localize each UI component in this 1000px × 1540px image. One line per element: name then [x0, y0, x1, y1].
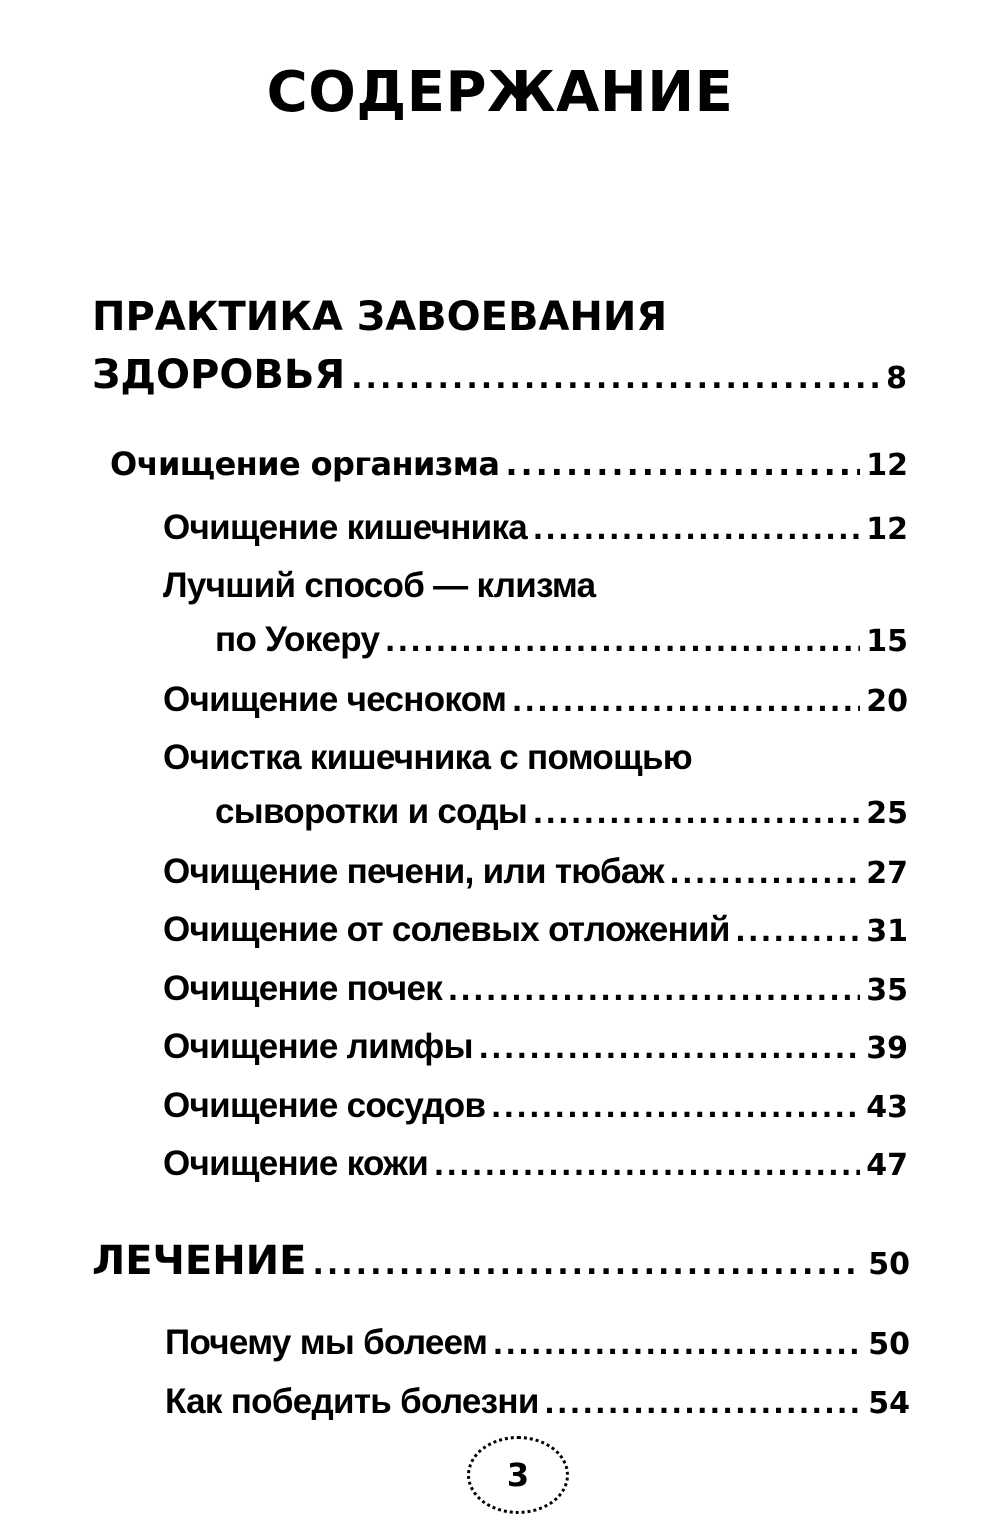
page-title: СОДЕРЖАНИЕ	[266, 60, 734, 125]
toc-entry[interactable]	[163, 966, 908, 1014]
toc-entry-title: Очищение почек	[163, 969, 443, 1008]
toc-page-number: 12	[866, 448, 908, 483]
toc-page-number: 39	[866, 1031, 908, 1066]
toc-entry[interactable]	[165, 1379, 910, 1427]
toc-page-number: 50	[868, 1247, 910, 1282]
toc-entry-title: Очищение сосудов	[163, 1086, 486, 1125]
dot-leader	[512, 677, 860, 723]
toc-entry-title: Очищение от солевых отложений	[163, 910, 730, 949]
dot-leader	[351, 354, 880, 404]
toc-entry[interactable]	[163, 1141, 908, 1189]
toc-entry-title: Очищение кишечника	[163, 508, 528, 547]
page-number-badge	[467, 1436, 567, 1512]
toc-entry-title-line: Лучший способ — клизма	[163, 566, 596, 605]
toc-entry-title: Очищение кожи	[163, 1144, 429, 1183]
toc-page-number: 54	[868, 1386, 910, 1421]
section-title-line: ПРАКТИКА ЗАВОЕВАНИЯ	[92, 294, 668, 340]
page-number: 3	[506, 1456, 530, 1494]
toc-entry-title: ЗДОРОВЬЯ	[92, 352, 346, 398]
dot-leader	[312, 1240, 862, 1290]
toc-entry-subsection[interactable]	[110, 442, 908, 488]
toc-page-number: 31	[866, 914, 908, 949]
dot-leader	[385, 617, 860, 663]
dot-leader	[545, 1379, 863, 1425]
toc-page-number: 43	[866, 1090, 908, 1125]
toc-entry[interactable]	[215, 617, 908, 665]
dot-leader	[493, 1320, 862, 1366]
toc-page-number: 25	[866, 796, 908, 831]
toc-entry[interactable]	[163, 505, 908, 553]
dot-leader	[670, 849, 860, 895]
toc-entry-title-line: Очистка кишечника с помощью	[163, 738, 692, 777]
toc-entry-title: Очищение печени, или тюбаж	[163, 852, 664, 891]
toc-page-number: 20	[866, 684, 908, 719]
toc-page-number: 47	[866, 1148, 908, 1183]
dot-leader	[505, 442, 860, 486]
toc-page-number: 27	[866, 856, 908, 891]
toc-entry-title: Очищение лимфы	[163, 1027, 473, 1066]
toc-entry-title: сыворотки и соды	[215, 792, 528, 831]
toc-page-number: 12	[866, 512, 908, 547]
toc-entry-title: по Уокеру	[215, 620, 380, 659]
toc-entry-title: ЛЕЧЕНИЕ	[92, 1238, 307, 1284]
toc-page-number: 50	[868, 1327, 910, 1362]
dot-leader	[736, 907, 861, 953]
toc-page-number: 15	[866, 624, 908, 659]
toc-entry-title: Почему мы болеем	[165, 1323, 488, 1362]
toc-entry[interactable]	[215, 789, 908, 837]
toc-page-number: 35	[866, 973, 908, 1008]
dot-leader	[448, 966, 860, 1012]
dot-leader	[479, 1024, 860, 1070]
dot-leader	[533, 505, 860, 551]
toc-entry[interactable]	[163, 849, 908, 897]
toc-entry[interactable]	[163, 907, 908, 955]
dot-leader	[491, 1083, 860, 1129]
toc-entry[interactable]	[163, 1024, 908, 1072]
dot-leader	[533, 789, 860, 835]
toc-page-number: 8	[886, 361, 907, 396]
toc-entry[interactable]	[163, 1083, 908, 1131]
toc-entry[interactable]	[165, 1320, 910, 1368]
toc-entry-section[interactable]	[92, 1236, 910, 1290]
toc-entry-title: Как победить болезни	[165, 1382, 539, 1421]
toc-entry-section[interactable]	[92, 350, 907, 404]
toc-entry-title: Очищение организма	[110, 445, 500, 483]
toc-entry-title: Очищение чесноком	[163, 680, 507, 719]
toc-entry[interactable]	[163, 677, 908, 725]
dot-leader	[434, 1141, 860, 1187]
